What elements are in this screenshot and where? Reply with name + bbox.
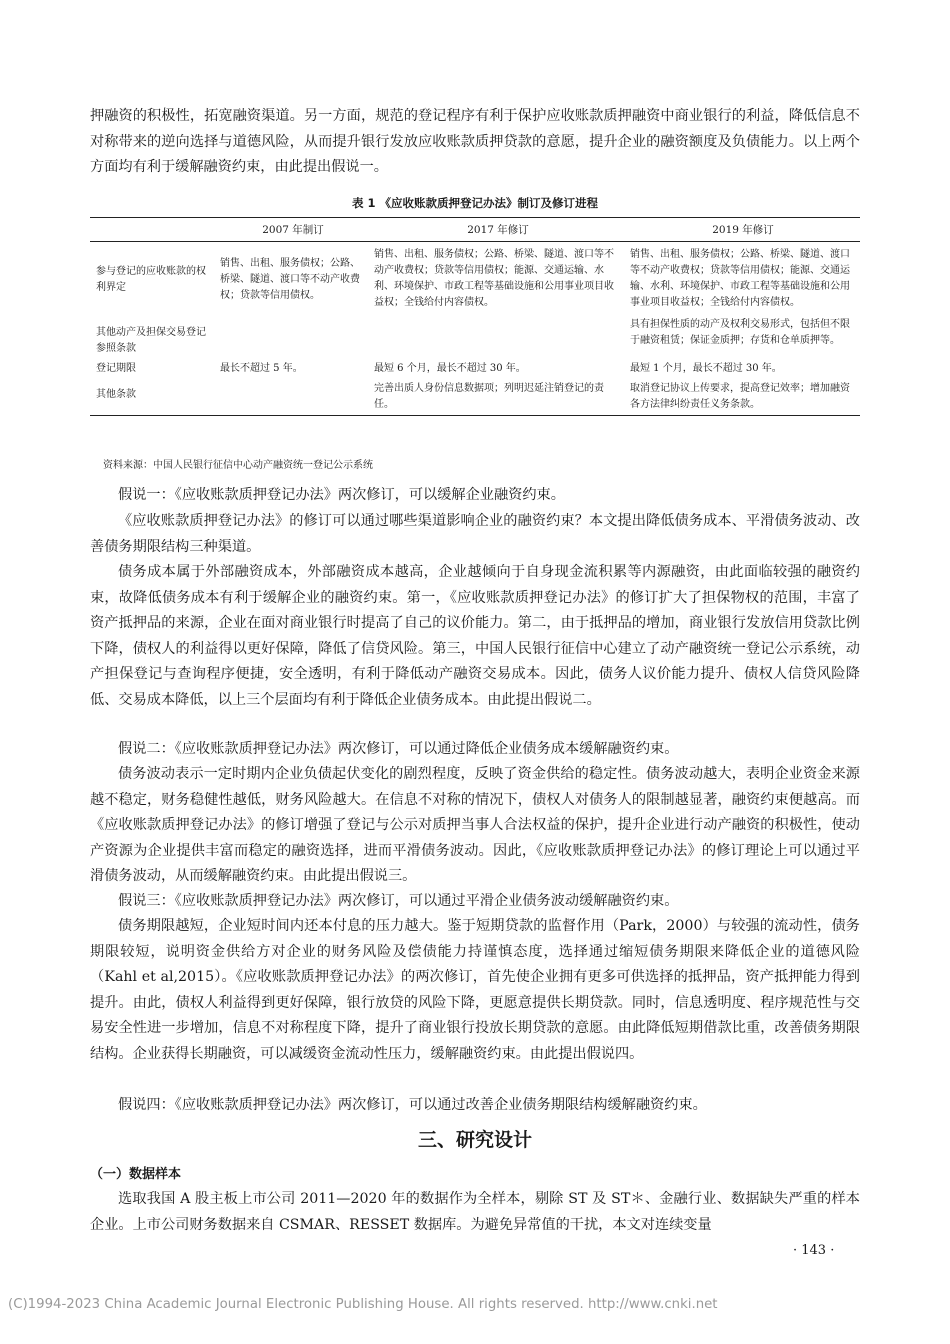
table-source-note: 资料来源：中国人民银行征信中心动产融资统一登记公示系统	[103, 460, 373, 471]
cell-2007	[216, 313, 370, 359]
debt-maturity-paragraph: 债务期限越短，企业短时间内还本付息的压力越大。鉴于短期贷款的监督作用（Park，2000）与较强的流动性，债务期限较短，说明资金供给方对企业的财务风险及偿债能力持谨慎态度，选择通过缩短债务期限来降低企业的道德风险（Kahl et al,2015）。《应收账款质押登记办法》的两次修订，首先使企业拥有更多可供选择的抵押品，资产抵押能力得到提升。由此，债权人利益得到更好保障，银行放贷的风险下降，更愿意提供长期贷款。同时，信息透明度、程序规范性与交易安全性进一步增加，信息不对称程度下降，提升了商业银行投放长期贷款的意愿。由此降低短期借款比重，改善债务期限结构。企业获得长期融资，可以减缓资金流动性压力，缓解融资约束。由此提出假说四。	[90, 918, 860, 1062]
subsection-heading: （一）数据样本	[90, 1167, 182, 1182]
debt-volatility-paragraph: 债务波动表示一定时期内企业负债起伏变化的剧烈程度，反映了资金供给的稳定性。债务波动越大，表明企业资金来源越不稳定，财务稳健性越低，财务风险越大。在信息不对称的情况下，债权人对债务人的限制越显著，融资约束便越高。而《应收账款质押登记办法》的修订增强了登记与公示对质押当事人合法权益的保护，提升企业进行动产融资的积极性，使动产资源为企业提供丰富而稳定的融资选择，进而平滑债务波动。因此，《应收账款质押登记办法》的修订理论上可以通过平滑债务波动，从而缓解融资约束。由此提出假说三。	[90, 766, 860, 884]
table-caption: 表 1 《应收账款质押登记办法》制订及修订进程	[351, 196, 598, 210]
table-row	[90, 242, 860, 314]
channels-paragraph: 《应收账款质押登记办法》的修订可以通过哪些渠道影响企业的融资约束？本文提出降低债务成本、平滑债务波动、改善债务期限结构三种渠道。	[90, 513, 860, 555]
cell-2019: 最短 1 个月，最长不超过 30 年。	[630, 363, 782, 374]
cell-2007: 销售、出租、服务债权；公路、桥梁、隧道、渡口等不动产收费权；贷款等信用债权。	[220, 258, 360, 301]
section-title: 三、研究设计	[417, 1129, 532, 1151]
row-label: 登记期限	[96, 363, 136, 374]
revision-table	[90, 217, 860, 416]
cell-2017: 销售、出租、服务债权；公路、桥梁、隧道、渡口等不动产收费权；贷款等信用债权；能源、交通运输、水利、环境保护、市政工程等基础设施和公用事业项目收益权；全钱给付内容债权。	[374, 249, 614, 308]
hypothesis-2: 假说二：《应收账款质押登记办法》两次修订，可以通过降低企业债务成本缓解融资约束。	[118, 741, 679, 757]
table-row	[90, 313, 860, 359]
debt-cost-paragraph: 债务成本属于外部融资成本，外部融资成本越高，企业越倾向于自身现金流积累等内源融资，由此面临较强的融资约束，故降低债务成本有利于缓解企业的融资约束。第一，《应收账款质押登记办法》的修订扩大了担保物权的范围，丰富了资产抵押品的来源，企业在面对商业银行时提高了自己的议价能力。第二，由于抵押品的增加，商业银行发放信用贷款比例下降，债权人的利益得以更好保障，降低了信贷风险。第三，中国人民银行征信中心建立了动产融资统一登记公示系统，动产担保登记与查询程序便捷，安全透明，有利于降低动产融资交易成本。因此，债务人议价能力提升、债权人信贷风险降低、交易成本降低，以上三个层面均有利于降低企业债务成本。由此提出假说二。	[90, 564, 860, 708]
header-2007: 2007 年制订	[216, 218, 370, 242]
hypothesis-4: 假说四：《应收账款质押登记办法》两次修订，可以通过改善企业债务期限结构缓解融资约束。	[118, 1097, 707, 1113]
hypothesis-1: 假说一：《应收账款质押登记办法》两次修订，可以缓解企业融资约束。	[118, 487, 565, 503]
table-row	[90, 359, 860, 379]
header-blank	[90, 218, 216, 242]
hypothesis-3: 假说三：《应收账款质押登记办法》两次修订，可以通过平滑企业债务波动缓解融资约束。	[118, 893, 679, 909]
copyright-footer: (C)1994-2023 China Academic Journal Electronic Publishing House. All rights reserved. http://www.cnki.net	[8, 1297, 718, 1312]
row-label: 参与登记的应收账款的权利界定	[96, 266, 206, 293]
page-number: · 143 ·	[793, 1243, 835, 1258]
cell-2019: 具有担保性质的动产及权利交易形式，包括但不限于融资租赁；保证金质押；存货和仓单质押等。	[630, 319, 850, 346]
cell-2019: 销售、出租、服务债权；公路、桥梁、隧道、渡口等不动产收费权；贷款等信用债权；能源、交通运输、水利、环境保护、市政工程等基础设施和公用事业项目收益权；全钱给付内容债权。	[630, 249, 850, 308]
cell-2017: 完善出质人身份信息数据项；列明迟延注销登记的责任。	[370, 379, 626, 416]
header-2019: 2019 年修订	[626, 218, 860, 242]
cell-2017	[370, 313, 626, 359]
cell-2007: 最长不超过 5 年。	[220, 363, 303, 374]
table-header-row	[90, 218, 860, 242]
row-label: 其他动产及担保交易登记参照条款	[96, 327, 206, 354]
table-row	[90, 379, 860, 416]
cell-2007	[216, 379, 370, 416]
cell-2017: 最短 6 个月，最长不超过 30 年。	[374, 363, 526, 374]
cell-2019: 取消登记协议上传要求，提高登记效率；增加融资各方法律纠纷责任义务条款。	[626, 379, 860, 416]
intro-paragraph: 押融资的积极性，拓宽融资渠道。另一方面，规范的登记程序有利于保护应收账款质押融资中商业银行的利益，降低信息不对称带来的逆向选择与道德风险，从而提升银行发放应收账款质押贷款的意愿，提升企业的融资额度及负债能力。以上两个方面均有利于缓解融资约束，由此提出假说一。	[90, 108, 860, 175]
row-label: 其他条款	[90, 379, 216, 416]
data-sample-paragraph: 选取我国 A 股主板上市公司 2011—2020 年的数据作为全样本，剔除 ST 及 ST＊、金融行业、数据缺失严重的样本企业。上市公司财务数据来自 CSMAR、RESSET 数据库。为避免异常值的干扰，本文对连续变量	[90, 1191, 860, 1233]
header-2017: 2017 年修订	[370, 218, 626, 242]
